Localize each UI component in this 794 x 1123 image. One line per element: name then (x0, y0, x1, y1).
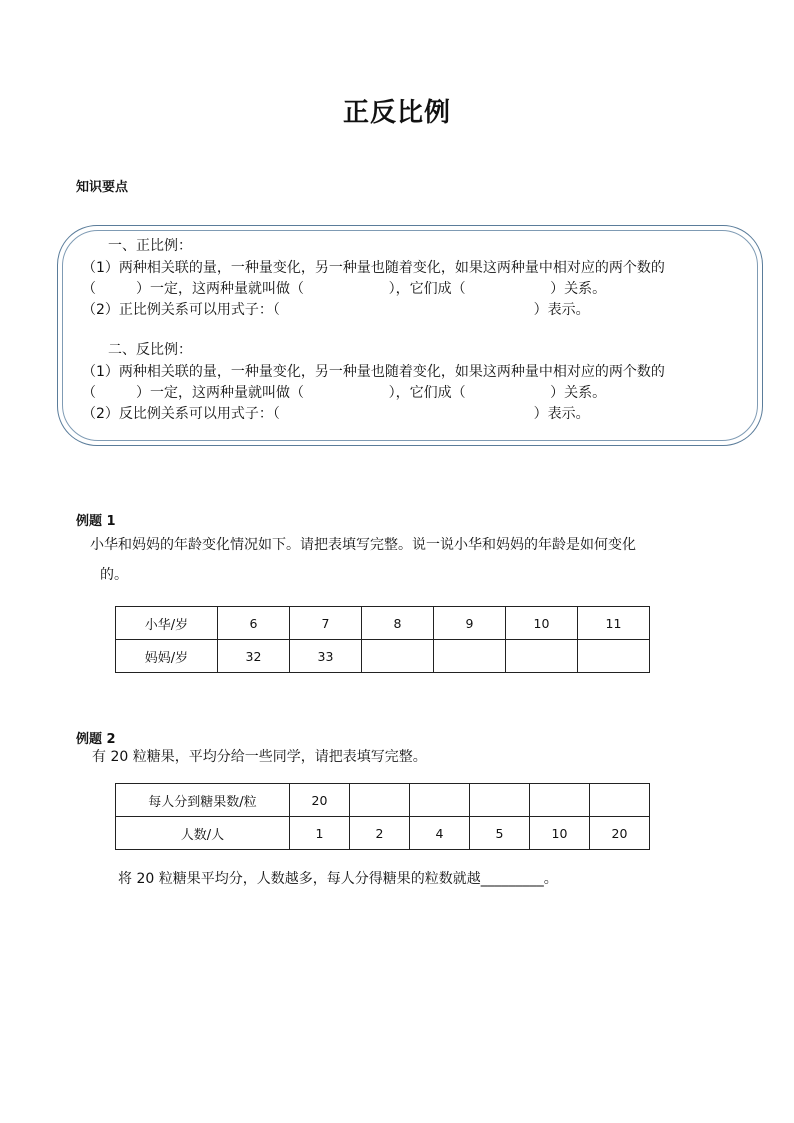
table-cell-blank[interactable] (434, 640, 506, 673)
table-cell: 33 (290, 640, 362, 673)
table-cell: 8 (362, 607, 434, 640)
knowledge-heading: 知识要点 (76, 180, 129, 195)
example2-candy-table (115, 783, 650, 850)
table-cell: 4 (410, 817, 470, 850)
table-cell-blank[interactable] (410, 784, 470, 817)
page-title: 正反比例 (342, 98, 451, 128)
table-cell-blank[interactable] (506, 640, 578, 673)
table-cell: 1 (290, 817, 350, 850)
table-cell-blank[interactable] (470, 784, 530, 817)
table-cell: 7 (290, 607, 362, 640)
table-row (116, 607, 650, 640)
table-cell: 9 (434, 607, 506, 640)
direct-proportion-formula-line: （2）正比例关系可以用式子：（ ）表示。 (82, 302, 590, 318)
table-cell: 5 (470, 817, 530, 850)
table-cell-blank[interactable] (530, 784, 590, 817)
example2-conclusion-fill-blank: 将 20 粒糖果平均分，人数越多，每人分得糖果的粒数就越_________。 (118, 871, 558, 887)
table-cell: 20 (290, 784, 350, 817)
table-cell: 6 (218, 607, 290, 640)
row-label-xiaohua-age: 小华/岁 (116, 607, 218, 640)
table-cell-blank[interactable] (590, 784, 650, 817)
table-cell: 10 (506, 607, 578, 640)
row-label-number-of-people: 人数/人 (116, 817, 290, 850)
table-cell: 32 (218, 640, 290, 673)
row-label-mother-age: 妈妈/岁 (116, 640, 218, 673)
row-label-candies-per-person: 每人分到糖果数/粒 (116, 784, 290, 817)
inverse-proportion-formula-line: （2）反比例关系可以用式子：（ ）表示。 (82, 406, 590, 422)
table-cell-blank[interactable] (362, 640, 434, 673)
table-cell: 11 (578, 607, 650, 640)
table-row (116, 817, 650, 850)
inverse-proportion-definition-line1: （1）两种相关联的量，一种量变化，另一种量也随着变化，如果这两种量中相对应的两个数的 (82, 364, 665, 380)
table-cell: 10 (530, 817, 590, 850)
example2-question: 有 20 粒糖果，平均分给一些同学，请把表填写完整。 (92, 749, 427, 765)
example1-age-table (115, 606, 650, 673)
example1-heading: 例题 1 (76, 514, 116, 529)
table-cell: 2 (350, 817, 410, 850)
table-cell-blank[interactable] (578, 640, 650, 673)
example1-question-line2: 的。 (100, 567, 128, 583)
example2-heading: 例题 2 (76, 732, 116, 747)
table-cell: 20 (590, 817, 650, 850)
inverse-proportion-definition-line2: （ ）一定，这两种量就叫做（ ），它们成（ ）关系。 (82, 385, 607, 401)
table-row (116, 640, 650, 673)
direct-proportion-heading: 一、正比例： (108, 238, 192, 254)
example1-question-line1: 小华和妈妈的年龄变化情况如下。请把表填写完整。说一说小华和妈妈的年龄是如何变化 (90, 537, 636, 553)
table-cell-blank[interactable] (350, 784, 410, 817)
direct-proportion-definition-line2: （ ）一定，这两种量就叫做（ ），它们成（ ）关系。 (82, 281, 607, 297)
direct-proportion-definition-line1: （1）两种相关联的量，一种量变化，另一种量也随着变化，如果这两种量中相对应的两个数的 (82, 260, 665, 276)
table-row (116, 784, 650, 817)
inverse-proportion-heading: 二、反比例： (108, 342, 192, 358)
